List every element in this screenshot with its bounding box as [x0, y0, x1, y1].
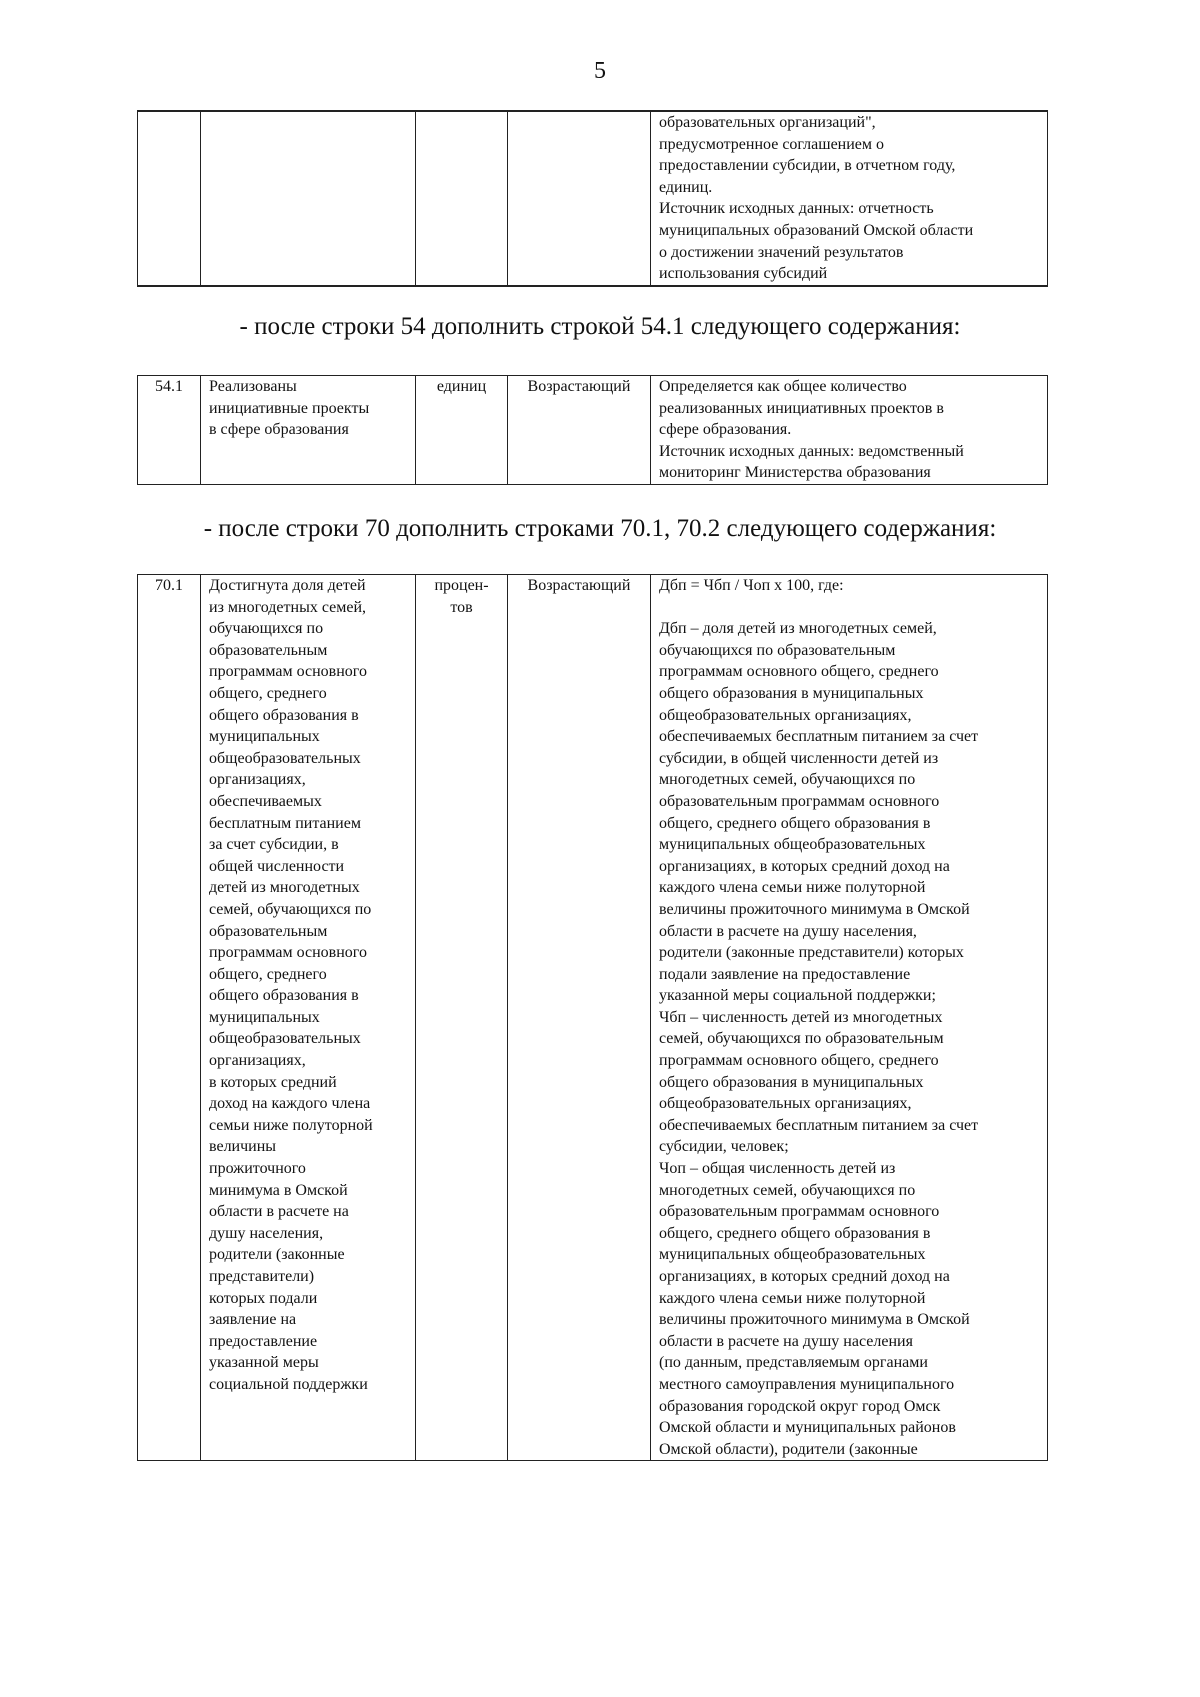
table-row-70-1	[137, 574, 1048, 1461]
instruction-heading-70: - после строки 70 дополнить строками 70.1, 70.2 следующего содержания:	[203, 515, 997, 542]
direction: Возрастающий	[508, 575, 651, 1461]
calculation-method: Определяется как общее количество реализованных инициативных проектов в сфере образования. Источник исходных данных: ведомственный мониторинг Министерства образования	[651, 376, 1048, 485]
table-row-54-1	[137, 375, 1048, 485]
direction: Возрастающий	[508, 376, 651, 485]
row-number: 54.1	[138, 376, 201, 485]
page-number: 5	[594, 58, 606, 84]
instruction-heading-54: - после строки 54 дополнить строкой 54.1 следующего содержания:	[239, 313, 961, 340]
continued-table	[137, 110, 1048, 287]
calculation-method: образовательных организаций", предусмотренное соглашением о предоставлении субсидии, в отчетном году, единиц. Источник исходных данных: отчетность муниципальных образований Омской области о достижении значений результатов использования субсидий	[651, 111, 1048, 286]
unit	[416, 111, 508, 286]
row-number	[138, 111, 201, 286]
table-row	[138, 376, 1048, 485]
unit: единиц	[416, 376, 508, 485]
indicator-name	[201, 111, 416, 286]
unit: процен- тов	[416, 575, 508, 1461]
table-row	[138, 575, 1048, 1461]
indicator-name: Реализованы инициативные проекты в сфере образования	[201, 376, 416, 485]
row-number: 70.1	[138, 575, 201, 1461]
table-row	[138, 111, 1048, 286]
direction	[508, 111, 651, 286]
indicator-name: Достигнута доля детей из многодетных семей, обучающихся по образовательным программам основного общего, среднего общего образования в муниципальных общеобразовательных организациях, обеспечиваемых бесплатным питанием за счет субсидии, в общей численности детей из многодетных семей, обучающихся по образовательным программам основного общего, среднего общего образования в муниципальных общеобразовательных организациях, в которых средний доход на каждого члена семьи ниже полуторной величины прожиточного минимума в Омской области в расчете на душу населения, родители (законные представители) которых подали заявление на предоставление указанной меры социальной поддержки	[201, 575, 416, 1461]
calculation-method: Дбп = Чбп / Чоп x 100, где: Дбп – доля детей из многодетных семей, обучающихся по образовательным программам основного общего, среднего общего образования в муниципальных общеобразовательных организациях, обеспечиваемых бесплатным питанием за счет субсидии, в общей численности детей из многодетных семей, обучающихся по образовательным программам основного общего, среднего общего образования в муниципальных общеобразовательных организациях, в которых средний доход на каждого члена семьи ниже полуторной величины прожиточного минимума в Омской области в расчете на душу населения, родители (законные представители) которых подали заявление на предоставление указанной меры социальной поддержки; Чбп – численность детей из многодетных семей, обучающихся по образовательным программам основного общего, среднего общего образования в муниципальных общеобразовательных организациях, обеспечиваемых бесплатным питанием за счет субсидии, человек; Чоп – общая численность детей из многодетных семей, обучающихся по образовательным программам основного общего, среднего общего образования в муниципальных общеобразовательных организациях, в которых средний доход на каждого члена семьи ниже полуторной величины прожиточного минимума в Омской области в расчете на душу населения (по данным, представляемым органами местного самоуправления муниципального образования городской округ город Омск Омской области и муниципальных районов Омской области), родители (законные	[651, 575, 1048, 1461]
